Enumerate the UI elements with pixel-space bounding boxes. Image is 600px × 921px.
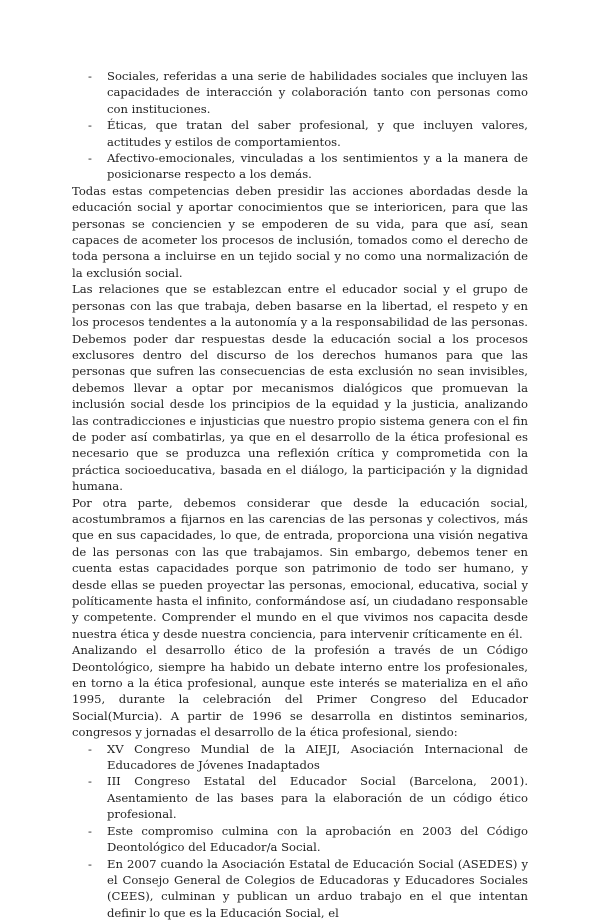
bullet-dash: - xyxy=(88,823,92,839)
bullet-dash: - xyxy=(88,150,92,166)
list-item xyxy=(72,823,528,856)
list-item-text: En 2007 cuando la Asociación Estatal de Educación Social (ASEDES) y el Consejo General de Colegios de Educadoras y Educadores Sociales (CEES), culminan y publican un arduo trabajo en el que intentan definir lo que es la Educación Social, el xyxy=(107,857,528,920)
bullet-dash: - xyxy=(88,856,92,872)
list-item xyxy=(72,741,528,774)
paragraph: Las relaciones que se establezcan entre el educador social y el grupo de personas con las que trabaja, deben basarse en la libertad, el respeto y en los procesos tendentes a la autonomía y a la responsabilidad de las personas. Debemos poder dar respuestas desde la educación social a los procesos exclusores dentro del discurso de los derechos humanos para que las personas que sufren las consecuencias de esta exclusión no sean invisibles, debemos llevar a optar por mecanismos dialógicos que promuevan la inclusión social desde los principios de la equidad y la justicia, analizando las contradicciones e injusticias que nuestro propio sistema genera con el fin de poder así combatirlas, ya que en el desarrollo de la ética profesional es necesario que se produzca una reflexión crítica y comprometida con la práctica socioeducativa, basada en el diálogo, la participación y la dignidad humana. xyxy=(72,281,528,494)
list-item-text: XV Congreso Mundial de la AIEJI, Asociación Internacional de Educadores de Jóvenes Inadaptados xyxy=(107,742,528,772)
paragraph: Todas estas competencias deben presidir las acciones abordadas desde la educación social y aportar conocimientos que se interioricen, para que las personas se conciencien y se empoderen de su vida, para que así, sean capaces de acometer los procesos de inclusión, tomados como el derecho de toda persona a incluirse en un tejido social y no como una normalización de la exclusión social. xyxy=(72,183,528,281)
congresses-list xyxy=(72,741,528,921)
list-item xyxy=(72,68,528,117)
list-item xyxy=(72,773,528,822)
paragraph: Por otra parte, debemos considerar que desde la educación social, acostumbramos a fijarnos en las carencias de las personas y colectivos, más que en sus capacidades, lo que, de entrada, proporciona una visión negativa de las personas con las que trabajamos. Sin embargo, debemos tener en cuenta estas capacidades porque son patrimonio de todo ser humano, y desde ellas se pueden proyectar las personas, emocional, educativa, social y políticamente hasta el infinito, conformándose así, un ciudadano responsable y competente. Comprender el mundo en el que vivimos nos capacita desde nuestra ética y desde nuestra conciencia, para intervenir críticamente en él. xyxy=(72,495,528,643)
list-item-text: Este compromiso culmina con la aprobación en 2003 del Código Deontológico del Educador/a Social. xyxy=(107,824,528,854)
bullet-dash: - xyxy=(88,117,92,133)
list-item xyxy=(72,856,528,921)
document-body xyxy=(72,68,528,921)
list-item-text: III Congreso Estatal del Educador Social (Barcelona, 2001). Asentamiento de las bases para la elaboración de un código ético profesional. xyxy=(107,774,528,821)
list-item-text: Afectivo-emocionales, vinculadas a los sentimientos y a la manera de posicionarse respecto a los demás. xyxy=(107,151,528,181)
bullet-dash: - xyxy=(88,68,92,84)
list-item-text: Éticas, que tratan del saber profesional, y que incluyen valores, actitudes y estilos de comportamientos. xyxy=(107,118,528,148)
list-item-text: Sociales, referidas a una serie de habilidades sociales que incluyen las capacidades de interacción y colaboración tanto con personas como con instituciones. xyxy=(107,69,528,116)
bullet-dash: - xyxy=(88,773,92,789)
paragraph: Analizando el desarrollo ético de la profesión a través de un Código Deontológico, siempre ha habido un debate interno entre los profesionales, en torno a la ética profesional, aunque este interés se materializa en el año 1995, durante la celebración del Primer Congreso del Educador Social(Murcia). A partir de 1996 se desarrolla en distintos seminarios, congresos y jornadas el desarrollo de la ética profesional, siendo: xyxy=(72,642,528,740)
list-item xyxy=(72,117,528,150)
list-item xyxy=(72,150,528,183)
competencies-list xyxy=(72,68,528,183)
bullet-dash: - xyxy=(88,741,92,757)
